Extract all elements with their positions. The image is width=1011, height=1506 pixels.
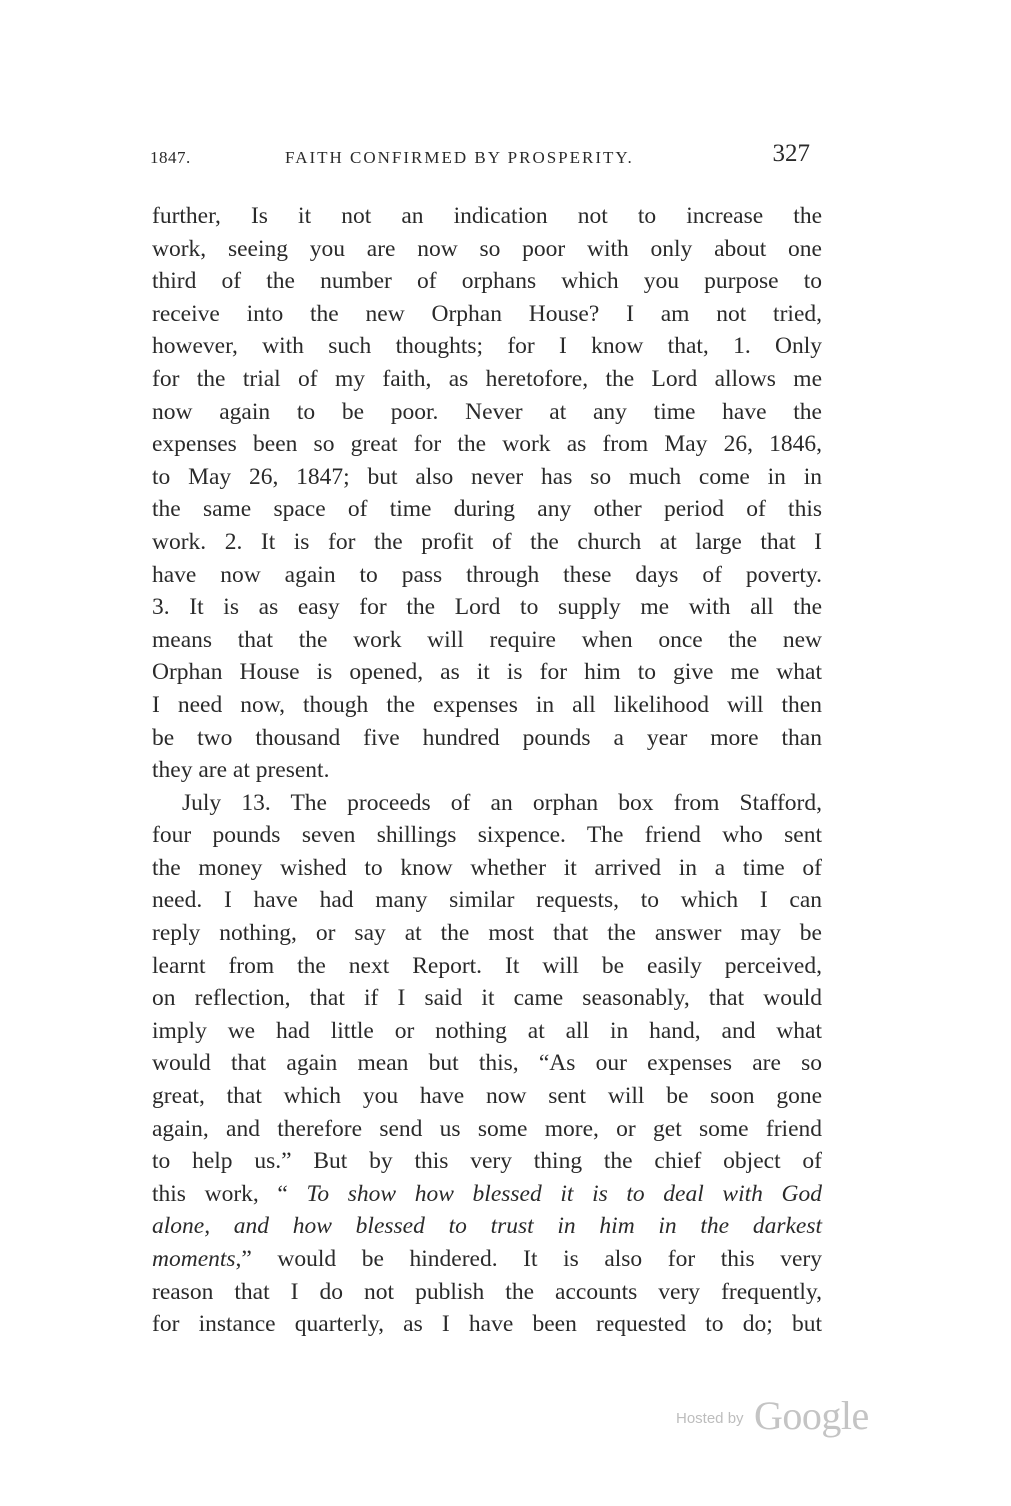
text-line: Orphan House is opened, as it is for him to give me what — [152, 659, 822, 686]
text-line: for instance quarterly, as I have been requested to do; but — [152, 1311, 822, 1338]
paragraph-start-line: July 13. The proceeds of an orphan box from Stafford, — [182, 789, 822, 816]
text-line: on reflection, that if I said it came seasonably, that would — [152, 985, 822, 1012]
italic-quote: To show how blessed it is to deal with God — [306, 1180, 822, 1207]
page-number: 327 — [772, 140, 810, 167]
google-logo: Google — [754, 1393, 869, 1438]
text-line: have now again to pass through these days of poverty. — [152, 561, 822, 588]
text-line-with-italic — [152, 1243, 822, 1276]
line-roman-part: this work, “ — [152, 1180, 307, 1207]
text-line: however, with such thoughts; for I know that, 1. Only — [152, 333, 822, 360]
text-line: expenses been so great for the work as from May 26, 1846, — [152, 431, 822, 458]
text-line: work. 2. It is for the profit of the church at large that I — [152, 528, 822, 555]
hosted-by-watermark — [676, 1392, 886, 1442]
paragraph-end-line: they are at present. — [152, 757, 330, 784]
running-header — [150, 140, 820, 180]
text-line: for the trial of my faith, as heretofore, the Lord allows me — [152, 365, 822, 392]
text-line: work, seeing you are now so poor with only about one — [152, 235, 822, 262]
text-line: third of the number of orphans which you purpose to — [152, 268, 822, 295]
text-line: the same space of time during any other period of this — [152, 496, 822, 523]
text-line: to help us.” But by this very thing the chief object of — [152, 1148, 822, 1175]
text-line: imply we had little or nothing at all in hand, and what — [152, 1017, 822, 1044]
text-line: learnt from the next Report. It will be easily perceived, — [152, 952, 822, 979]
hosted-by-label: Hosted by — [676, 1410, 744, 1427]
text-line: be two thousand five hundred pounds a year more than — [152, 724, 822, 751]
body-text — [152, 200, 822, 1341]
italic-line — [152, 1210, 822, 1243]
text-line: 3. It is as easy for the Lord to supply me with all the — [152, 594, 822, 621]
line-roman-part: ,” would be hindered. It is also for this very — [235, 1246, 822, 1272]
text-line: means that the work will require when once the new — [152, 626, 822, 653]
text-line: further, Is it not an indication not to increase the — [152, 203, 822, 229]
text-line: now again to be poor. Never at any time have the — [152, 398, 822, 425]
text-line: great, that which you have now sent will be soon gone — [152, 1083, 822, 1110]
italic-quote: moments — [152, 1246, 236, 1272]
text-line: again, and therefore send us some more, or get some friend — [152, 1115, 822, 1142]
text-line: reason that I do not publish the accounts very frequently, — [152, 1278, 822, 1305]
text-line: would that again mean but this, “As our expenses are so — [152, 1050, 822, 1077]
text-line: receive into the new Orphan House? I am not tried, — [152, 300, 822, 327]
text-line: to May 26, 1847; but also never has so much come in in — [152, 463, 822, 490]
header-year: 1847. — [150, 148, 191, 167]
text-line: I need now, though the expenses in all likelihood will then — [152, 691, 822, 718]
text-line: the money wished to know whether it arrived in a time of — [152, 854, 822, 881]
text-line-with-italic — [152, 1178, 822, 1211]
text-line: four pounds seven shillings sixpence. The friend who sent — [152, 822, 822, 849]
text-line: reply nothing, or say at the most that the answer may be — [152, 920, 822, 947]
italic-quote: alone, and how blessed to trust in him in the darkest — [152, 1213, 822, 1240]
header-title: FAITH CONFIRMED BY PROSPERITY. — [285, 148, 634, 167]
text-line: need. I have had many similar requests, to which I can — [152, 887, 822, 914]
